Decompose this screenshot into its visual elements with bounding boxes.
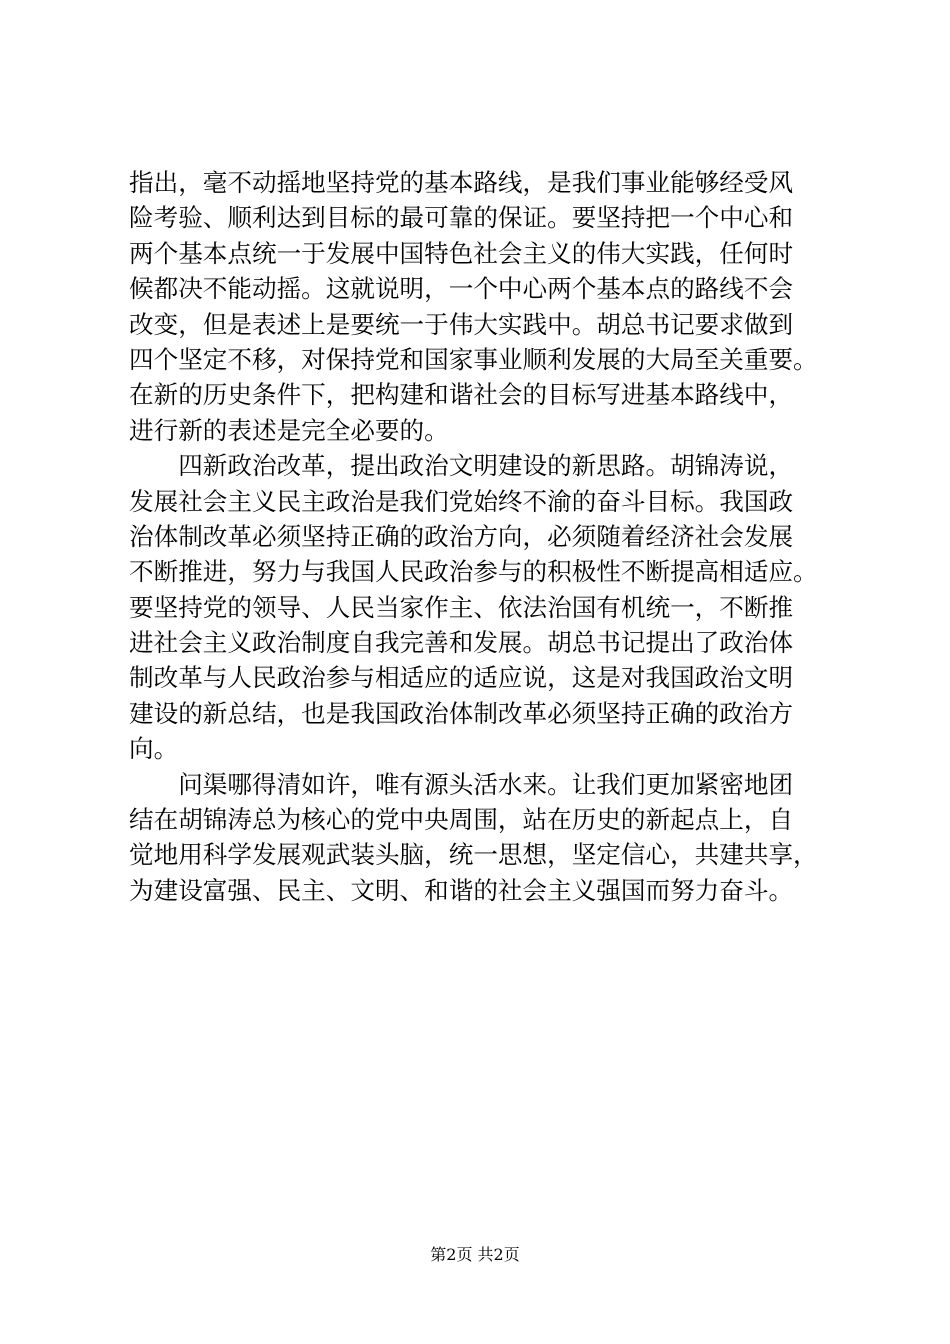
text-line: 四个坚定不移，对保持党和国家事业顺利发展的大局至关重要。 <box>129 344 818 374</box>
text-line: 要坚持党的领导、人民当家作主、依法治国有机统一，不断推 <box>129 592 794 622</box>
page-footer <box>0 1245 950 1265</box>
text-line: 觉地用科学发展观武装头脑，统一思想，坚定信心，共建共享， <box>129 840 818 870</box>
paragraph-start-line: 四新政治改革，提出政治文明建设的新思路。胡锦涛说， <box>129 451 794 481</box>
text-line: 治体制改革必须坚持正确的政治方向，必须随着经济社会发展 <box>129 521 794 551</box>
page-number: 第2页 共2页 <box>430 1245 520 1264</box>
paragraph-start-line: 问渠哪得清如许，唯有源头活水来。让我们更加紧密地团 <box>129 769 794 799</box>
text-line: 制改革与人民政治参与相适应的适应说，这是对我国政治文明 <box>129 663 794 693</box>
text-line: 向。 <box>129 734 179 764</box>
text-line: 进行新的表述是完全必要的。 <box>129 415 449 445</box>
text-line: 不断推进，努力与我国人民政治参与的积极性不断提高相适应。 <box>129 557 818 587</box>
text-line: 两个基本点统一于发展中国特色社会主义的伟大实践，任何时 <box>129 238 794 268</box>
text-line: 建设的新总结，也是我国政治体制改革必须坚持正确的政治方 <box>129 698 794 728</box>
body-text <box>129 165 849 908</box>
text-line: 在新的历史条件下，把构建和谐社会的目标写进基本路线中， <box>129 380 794 410</box>
text-line: 发展社会主义民主政治是我们党始终不渝的奋斗目标。我国政 <box>129 486 794 516</box>
text-line: 进社会主义政治制度自我完善和发展。胡总书记提出了政治体 <box>129 628 794 658</box>
text-line: 指出，毫不动摇地坚持党的基本路线，是我们事业能够经受风 <box>129 168 794 197</box>
text-line: 候都决不能动摇。这就说明，一个中心两个基本点的路线不会 <box>129 274 794 304</box>
text-line: 结在胡锦涛总为核心的党中央周围，站在历史的新起点上，自 <box>129 805 794 835</box>
text-line: 为建设富强、民主、文明、和谐的社会主义强国而努力奋斗。 <box>129 875 794 905</box>
text-line: 改变，但是表述上是要统一于伟大实践中。胡总书记要求做到 <box>129 309 794 339</box>
text-line: 险考验、顺利达到目标的最可靠的保证。要坚持把一个中心和 <box>129 203 794 233</box>
